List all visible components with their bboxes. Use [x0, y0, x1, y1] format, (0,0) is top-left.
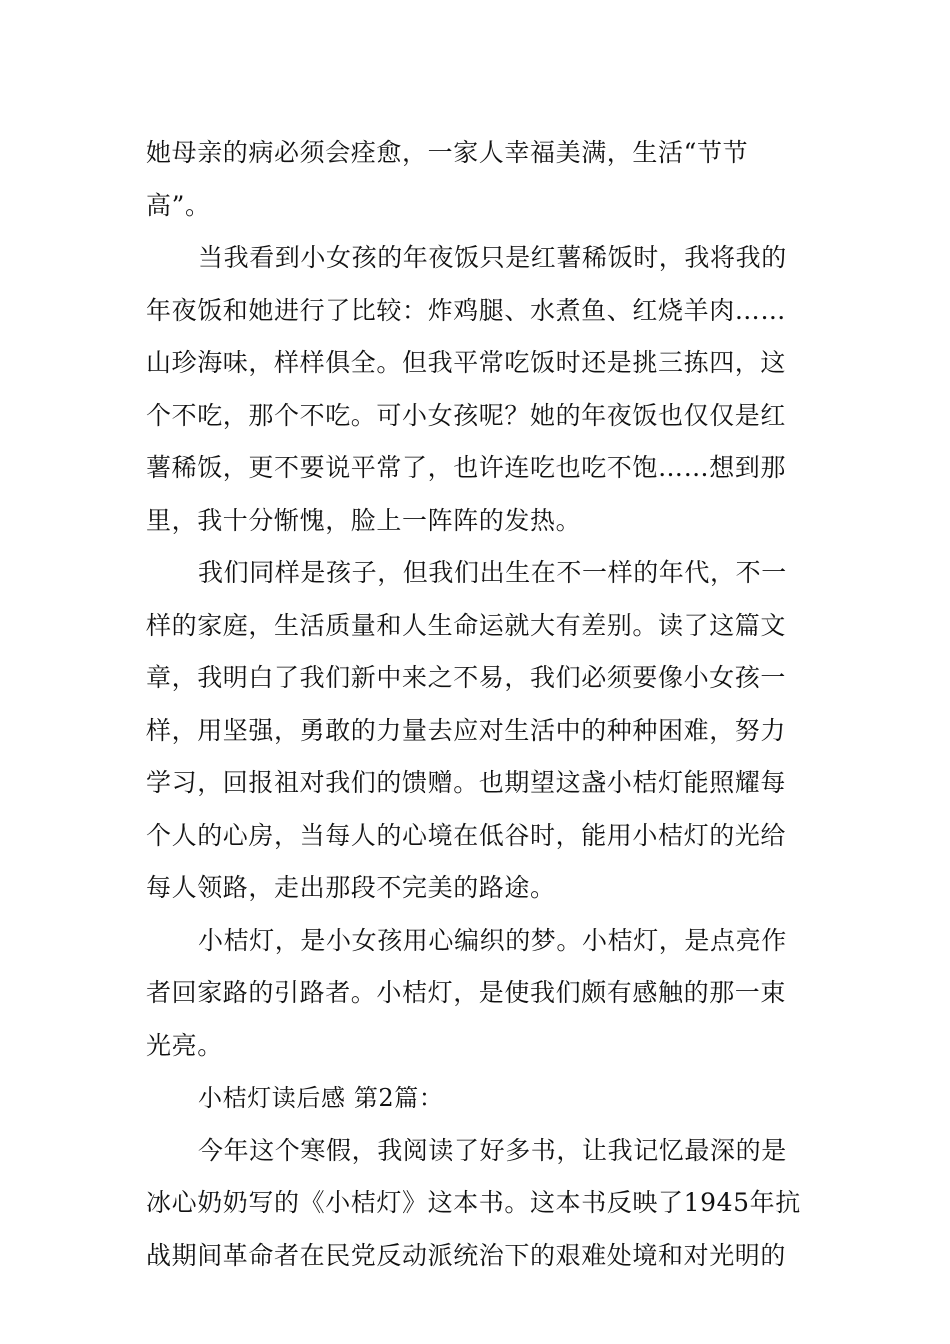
text-line: 者回家路的引路者。小桔灯，是使我们颇有感触的那一束 [146, 978, 787, 1007]
text-line: 她母亲的病必须会痊愈，一家人幸福美满，生活“节节 [146, 138, 749, 167]
paragraph-start-line: 我们同样是孩子，但我们出生在不一样的年代，不一 [198, 558, 787, 587]
text-line: 薯稀饭，更不要说平常了，也许连吃也吃不饱……想到那 [146, 453, 787, 482]
text-line: 每人领路，走出那段不完美的路途。 [146, 873, 556, 902]
section-heading: 小桔灯读后感 第2篇： [198, 1084, 444, 1112]
text-line: 高”。 [146, 190, 211, 220]
text-line: 年夜饭和她进行了比较：炸鸡腿、水煮鱼、红烧羊肉…… [146, 295, 787, 325]
text-line: 章，我明白了我们新中来之不易，我们必须要像小女孩一 [146, 663, 787, 692]
text-line: 个人的心房，当每人的心境在低谷时，能用小桔灯的光给 [146, 820, 787, 850]
text-line: 冰心奶奶写的《小桔灯》这本书。这本书反映了1945年抗 [146, 1188, 801, 1217]
text-line: 学习，回报祖对我们的馈赠。也期望这盏小桔灯能照耀每 [146, 768, 787, 797]
paragraph-start-line: 小桔灯，是小女孩用心编织的梦。小桔灯，是点亮作 [198, 925, 787, 955]
text-line: 山珍海味，样样俱全。但我平常吃饭时还是挑三拣四，这 [146, 348, 787, 377]
text-line: 里，我十分惭愧，脸上一阵阵的发热。 [146, 505, 582, 535]
paragraph-start-line: 今年这个寒假，我阅读了好多书，让我记忆最深的是 [198, 1135, 787, 1165]
text-line: 样的家庭，生活质量和人生命运就大有差别。读了这篇文 [146, 610, 787, 640]
text-line: 个不吃，那个不吃。可小女孩呢？她的年夜饭也仅仅是红 [146, 400, 787, 430]
text-line: 战期间革命者在民党反动派统治下的艰难处境和对光明的 [146, 1240, 787, 1270]
text-line: 样，用坚强，勇敢的力量去应对生活中的种种困难，努力 [146, 715, 787, 745]
paragraph-start-line: 当我看到小女孩的年夜饭只是红薯稀饭时，我将我的 [198, 243, 787, 272]
text-line: 光亮。 [146, 1030, 223, 1060]
document-body [146, 127, 808, 1282]
